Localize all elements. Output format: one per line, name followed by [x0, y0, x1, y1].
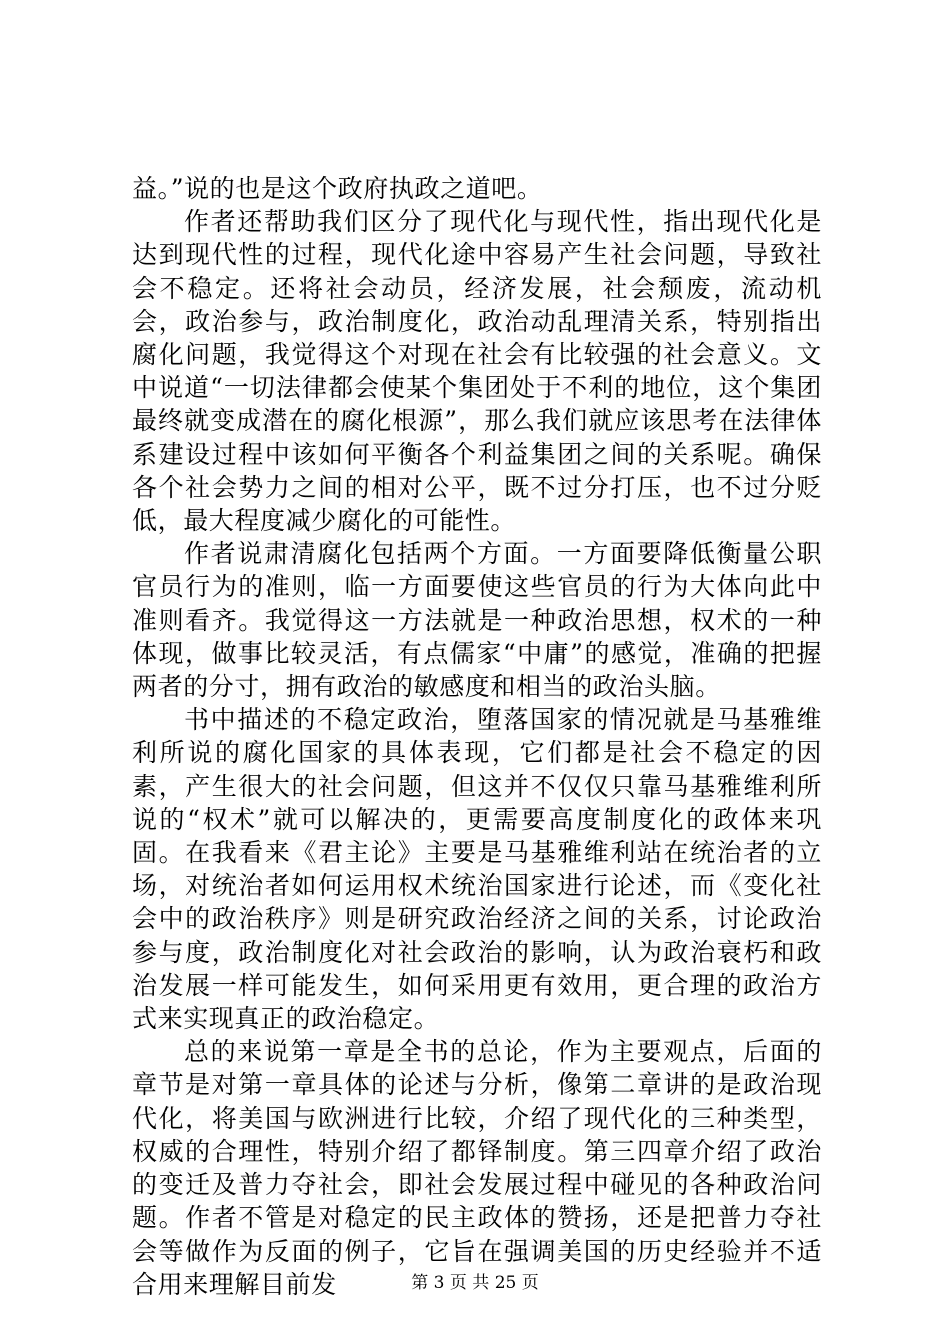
document-body	[132, 172, 822, 1301]
page-number-footer: 第 3 页 共 25 页	[411, 1273, 539, 1293]
paragraph: 作者还帮助我们区分了现代化与现代性，指出现代化是达到现代性的过程，现代化途中容易产生社会问题，导致社会不稳定。还将社会动员，经济发展，社会颓废，流动机会，政治参与，政治制度化，政治动乱理清关系，特别指出腐化问题，我觉得这个对现在社会有比较强的社会意义。文中说道“一切法律都会使某个集团处于不利的地位，这个集团最终就变成潜在的腐化根源”，那么我们就应该思考在法律体系建设过程中该如何平衡各个利益集团之间的关系呢。确保各个社会势力之间的相对公平，既不过分打压，也不过分贬低，最大程度减少腐化的可能性。	[132, 207, 822, 536]
paragraph-continuation: 益。”说的也是这个政府执政之道吧。	[132, 174, 543, 203]
paragraph: 总的来说第一章是全书的总论，作为主要观点，后面的章节是对第一章具体的论述与分析，像第二章讲的是政治现代化，将美国与欧洲进行比较，介绍了现代化的三种类型，权威的合理性，特别介绍了都铎制度。第三四章介绍了政治的变迁及普力夺社会，即社会发展过程中碰见的各种政治问题。作者不管是对稳定的民主政体的赞扬，还是把普力夺社会等做作为反面的例子，它旨在强调美国的历史经验并不适合用来理解目前发	[132, 1037, 822, 1299]
paragraph: 书中描述的不稳定政治，堕落国家的情况就是马基雅维利所说的腐化国家的具体表现，它们都是社会不稳定的因素，产生很大的社会问题，但这并不仅仅只靠马基雅维利所说的“权术”就可以解决的，更需要高度制度化的政体来巩固。在我看来《君主论》主要是马基雅维利站在统治者的立场，对统治者如何运用权术统治国家进行论述，而《变化社会中的政治秩序》则是研究政治经济之间的关系，讨论政治参与度，政治制度化对社会政治的影响，认为政治衰朽和政治发展一样可能发生，如何采用更有效用，更合理的政治方式来实现真正的政治稳定。	[132, 705, 822, 1034]
paragraph: 作者说肃清腐化包括两个方面。一方面要降低衡量公职官员行为的准则，临一方面要使这些官员的行为大体向此中准则看齐。我觉得这一方法就是一种政治思想，权术的一种体现，做事比较灵活，有点儒家“中庸”的感觉，准确的把握两者的分寸，拥有政治的敏感度和相当的政治头脑。	[132, 539, 822, 702]
